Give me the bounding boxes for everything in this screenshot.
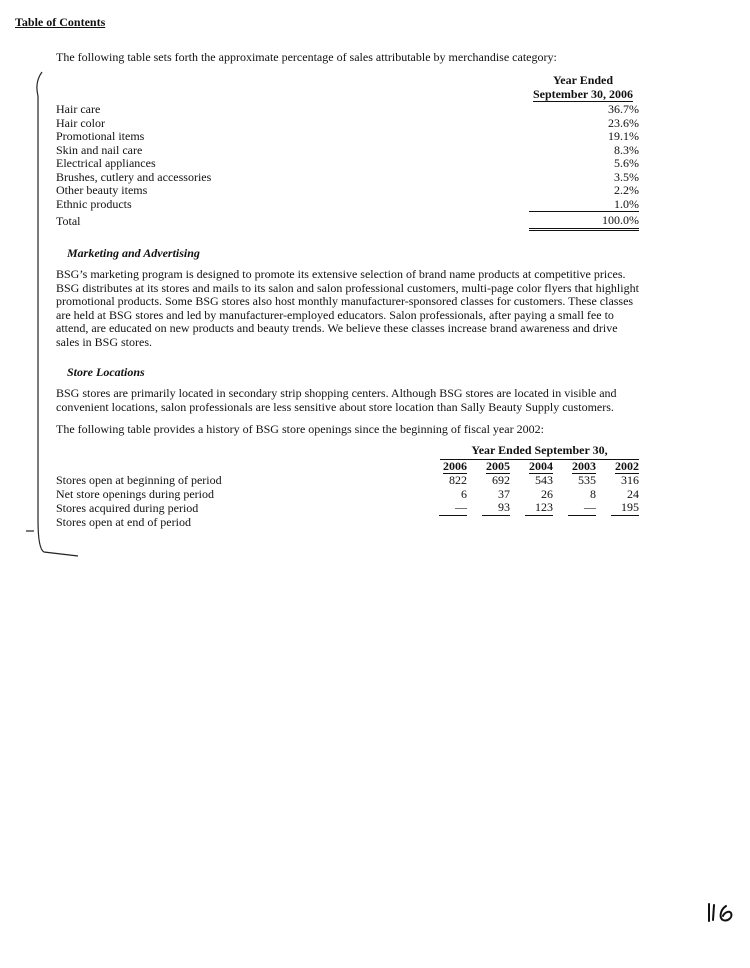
year-header: 2005	[486, 458, 510, 473]
store-header-label: Year Ended September 30,	[440, 444, 639, 460]
cell-value: 543	[535, 473, 553, 487]
cell-value	[601, 516, 639, 530]
store-locations-paragraph: BSG stores are primarily located in secondary strip shopping centers. Although BSG stores are located in visible and convenient locations, salon professionals are less sensitive about store location than Sally Beauty Supply customers.	[56, 386, 617, 414]
category-value: 36.7%	[608, 102, 639, 116]
cell-value: 316	[621, 473, 639, 487]
row-label: Net store openings during period	[56, 486, 214, 501]
sales-header-line1: Year Ended	[552, 73, 614, 87]
cell-value: 692	[492, 473, 510, 487]
total-value: 100.0%	[529, 212, 639, 230]
category-label: Brushes, cutlery and accessories	[56, 169, 212, 184]
category-label: Promotional items	[56, 129, 145, 143]
cell-value: 535	[578, 473, 596, 487]
category-value: 8.3%	[614, 142, 639, 157]
cell-value: 822	[449, 473, 467, 487]
table-row	[56, 144, 639, 158]
table-row	[56, 488, 639, 502]
cell-value: 37	[498, 486, 510, 501]
cell-value: 195	[611, 501, 639, 516]
category-label: Hair color	[56, 115, 105, 130]
cell-value	[558, 516, 596, 530]
table-row	[56, 516, 639, 530]
intro-text: The following table sets forth the approximate percentage of sales attributable by merchandise category:	[56, 50, 557, 64]
category-label: Other beauty items	[56, 183, 148, 197]
table-row	[56, 184, 639, 198]
category-value: 2.2%	[614, 183, 639, 197]
handwritten-page-number	[704, 900, 738, 924]
sales-header-line2: September 30, 2006	[532, 86, 634, 101]
cell-value: 123	[525, 501, 553, 516]
table-row	[56, 130, 639, 144]
cell-value	[515, 516, 553, 530]
sales-table-header	[528, 74, 638, 102]
cell-value: —	[439, 501, 467, 516]
cell-value: —	[568, 501, 596, 516]
marketing-paragraph: BSG’s marketing program is designed to promote its extensive selection of brand name products at competitive prices. BSG distributes at its stores and mails to its salon and salon professional customers, multi-page color flyers that highlight promotional products. Some BSG stores also host monthly manufacturer-sponsored classes for customers. These classes are held at BSG stores and led by manufacturer-employed educators. Salon professionals, after paying a small fee to attend, are educated on new products and beauty trends. We believe these classes increase brand awareness and drive sales in BSG stores.	[56, 267, 639, 349]
store-table-header	[440, 444, 639, 460]
total-label: Total	[56, 213, 81, 228]
category-label: Skin and nail care	[56, 142, 143, 157]
table-row	[56, 171, 639, 185]
cell-value: 93	[482, 501, 510, 516]
category-label: Electrical appliances	[56, 156, 156, 170]
table-row	[56, 103, 639, 117]
cell-value: 26	[541, 486, 553, 501]
cell-value: 24	[627, 486, 639, 501]
row-label: Stores open at beginning of period	[56, 473, 222, 487]
category-label: Ethnic products	[56, 196, 132, 211]
row-label: Stores open at end of period	[56, 514, 191, 529]
cell-value: 6	[461, 486, 467, 501]
table-row	[56, 117, 639, 131]
table-row	[56, 157, 639, 171]
table-row	[56, 501, 639, 516]
year-header: 2003	[572, 458, 596, 473]
store-openings-table	[56, 459, 639, 529]
cell-value	[429, 516, 467, 530]
table-row	[56, 198, 639, 212]
category-label: Hair care	[56, 102, 101, 116]
category-value: 3.5%	[614, 169, 639, 184]
category-value: 1.0%	[529, 198, 639, 212]
total-row	[56, 212, 639, 230]
cell-value: 8	[590, 486, 596, 501]
category-value: 23.6%	[608, 115, 639, 130]
store-history-intro: The following table provides a history of BSG store openings since the beginning of fiscal year 2002:	[56, 422, 544, 436]
year-header: 2004	[529, 458, 553, 473]
table-of-contents-link[interactable]: Table of Contents	[15, 15, 106, 29]
year-header: 2006	[443, 458, 467, 473]
table-row	[56, 474, 639, 488]
category-value: 19.1%	[608, 129, 639, 143]
sales-by-category-table	[56, 103, 639, 231]
store-locations-section-title: Store Locations	[67, 365, 145, 379]
category-value: 5.6%	[614, 156, 639, 170]
cell-value	[472, 516, 510, 530]
year-header: 2002	[615, 458, 639, 473]
year-header-row	[56, 459, 639, 474]
row-label: Stores acquired during period	[56, 500, 199, 515]
marketing-section-title: Marketing and Advertising	[67, 246, 200, 260]
